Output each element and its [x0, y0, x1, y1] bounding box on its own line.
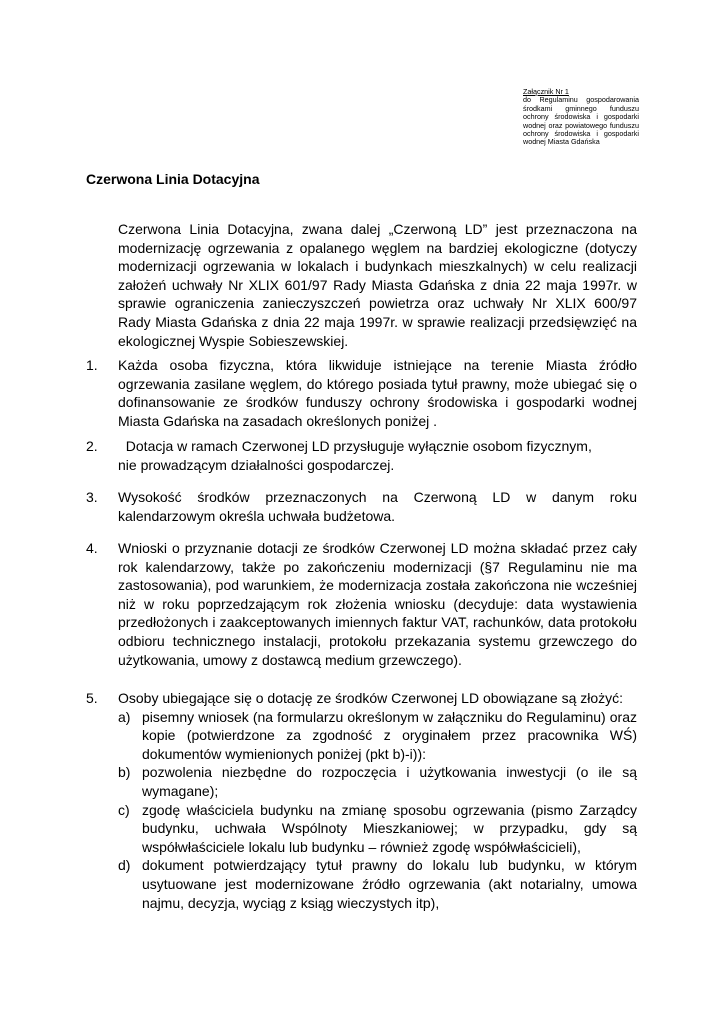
sub-item-text: dokument potwierdzający tytuł prawny do lokalu lub budynku, w którym usytuowane jest modernizowane źródło ogrzewania (akt notarialny, umowa najmu, decyzja, wyciąg z ksiąg wieczystych itp),: [142, 857, 637, 911]
item-text: Wysokość środków przeznaczonych na Czerwoną LD w danym roku kalendarzowym określa uchwała budżetowa.: [118, 489, 637, 524]
item-number: 4.: [86, 540, 98, 556]
sub-item-a: [118, 708, 637, 764]
item-text: Wnioski o przyznanie dotacji ze środków Czerwonej LD można składać przez cały rok kalendarzowy, także po zakończeniu modernizacji (§7 Regulaminu nie ma zastosowania), pod warunkiem, że modernizacja została zakończona nie wcześniej niż w roku poprzedzającym rok złożenia wniosku (decyduje: data wystawienia przedłożonych i zaakceptowanych imiennych faktur VAT, rachunków, data protokołu odbioru technicznego instalacji, protokołu przekazania systemu grzewczego do użytkowania, umowy z dostawcą medium grzewczego).: [118, 540, 637, 668]
document-title: Czerwona Linia Dotacyjna: [86, 171, 260, 187]
item-text: Każda osoba fizyczna, która likwiduje istniejące na terenie Miasta źródło ogrzewania zasilane węglem, do którego posiada tytuł prawny, może ubiegać się o dofinansowanie ze środków funduszy ochrony środowiska i gospodarki wodnej Miasta Gdańska na zasadach określonych poniżej .: [118, 357, 637, 429]
item-text: [118, 437, 637, 474]
list-item-2: [86, 437, 637, 474]
sub-list: [118, 708, 637, 913]
sub-item-text: zgodę właściciela budynku na zmianę sposobu ogrzewania (pismo Zarządcy budynku, uchwała Wspólnoty Mieszkaniowej; w przypadku, gdy są współwłaściciele lokalu lub budynku – również zgodę współwłaścicieli),: [142, 801, 637, 855]
item-text-line-2: nie prowadzącym działalności gospodarczej.: [118, 456, 395, 473]
annex-text: do Regulaminu gospodarowania środkami gminnego funduszu ochrony środowiska i gospodarki wodnej oraz powiatowego funduszu ochrony środowiska i gospodarki wodnej Miasta Gdańska: [523, 95, 639, 147]
sub-item-b: [118, 763, 637, 800]
sub-item-letter: c): [118, 801, 130, 818]
list-item-4: [86, 539, 637, 669]
sub-item-letter: b): [118, 764, 131, 781]
sub-item-text: pisemny wniosek (na formularzu określonym w załączniku do Regulaminu) oraz kopie (potwierdzone za zgodność z oryginałem przez pracownika WŚ) dokumentów wymienionych poniżej (pkt b)-i)):: [142, 708, 637, 762]
list-item-5: [86, 689, 637, 912]
item-number: 5.: [86, 690, 98, 706]
item-number: 1.: [86, 357, 98, 373]
list-item-3: [86, 488, 637, 525]
item-number: 3.: [86, 489, 98, 505]
sub-item-d: [118, 856, 637, 912]
item-text: Osoby ubiegające się o dotację ze środków Czerwonej LD obowiązane są złożyć:: [118, 690, 624, 706]
annex-heading: Załącznik Nr 1: [523, 87, 569, 96]
sub-item-letter: d): [118, 857, 131, 874]
item-number: 2.: [86, 438, 98, 454]
sub-item-c: [118, 801, 637, 857]
item-text-line-1: Dotacja w ramach Czerwonej LD przysługuje wyłącznie osobom fizycznym,: [118, 438, 592, 454]
list-item-1: [86, 356, 637, 430]
sub-item-text: pozwolenia niezbędne do rozpoczęcia i użytkowania inwestycji (o ile są wymagane);: [142, 764, 637, 799]
sub-item-letter: a): [118, 708, 131, 725]
intro-paragraph: Czerwona Linia Dotacyjna, zwana dalej „Czerwoną LD” jest przeznaczona na modernizację ogrzewania z opalanego węglem na bardziej ekologiczne (dotyczy modernizacji ogrzewania w lokalach i budynkach mieszkalnych) w celu realizacji założeń uchwały Nr XLIX 601/97 Rady Miasta Gdańska z dnia 22 maja 1997r. w sprawie ograniczenia zanieczyszczeń powietrza oraz uchwały Nr XLIX 600/97 Rady Miasta Gdańska z dnia 22 maja 1997r. w sprawie realizacji przedsięwzięć na ekologicznej Wyspie Sobieszewskiej.: [118, 221, 637, 349]
annex-note: [523, 88, 639, 147]
